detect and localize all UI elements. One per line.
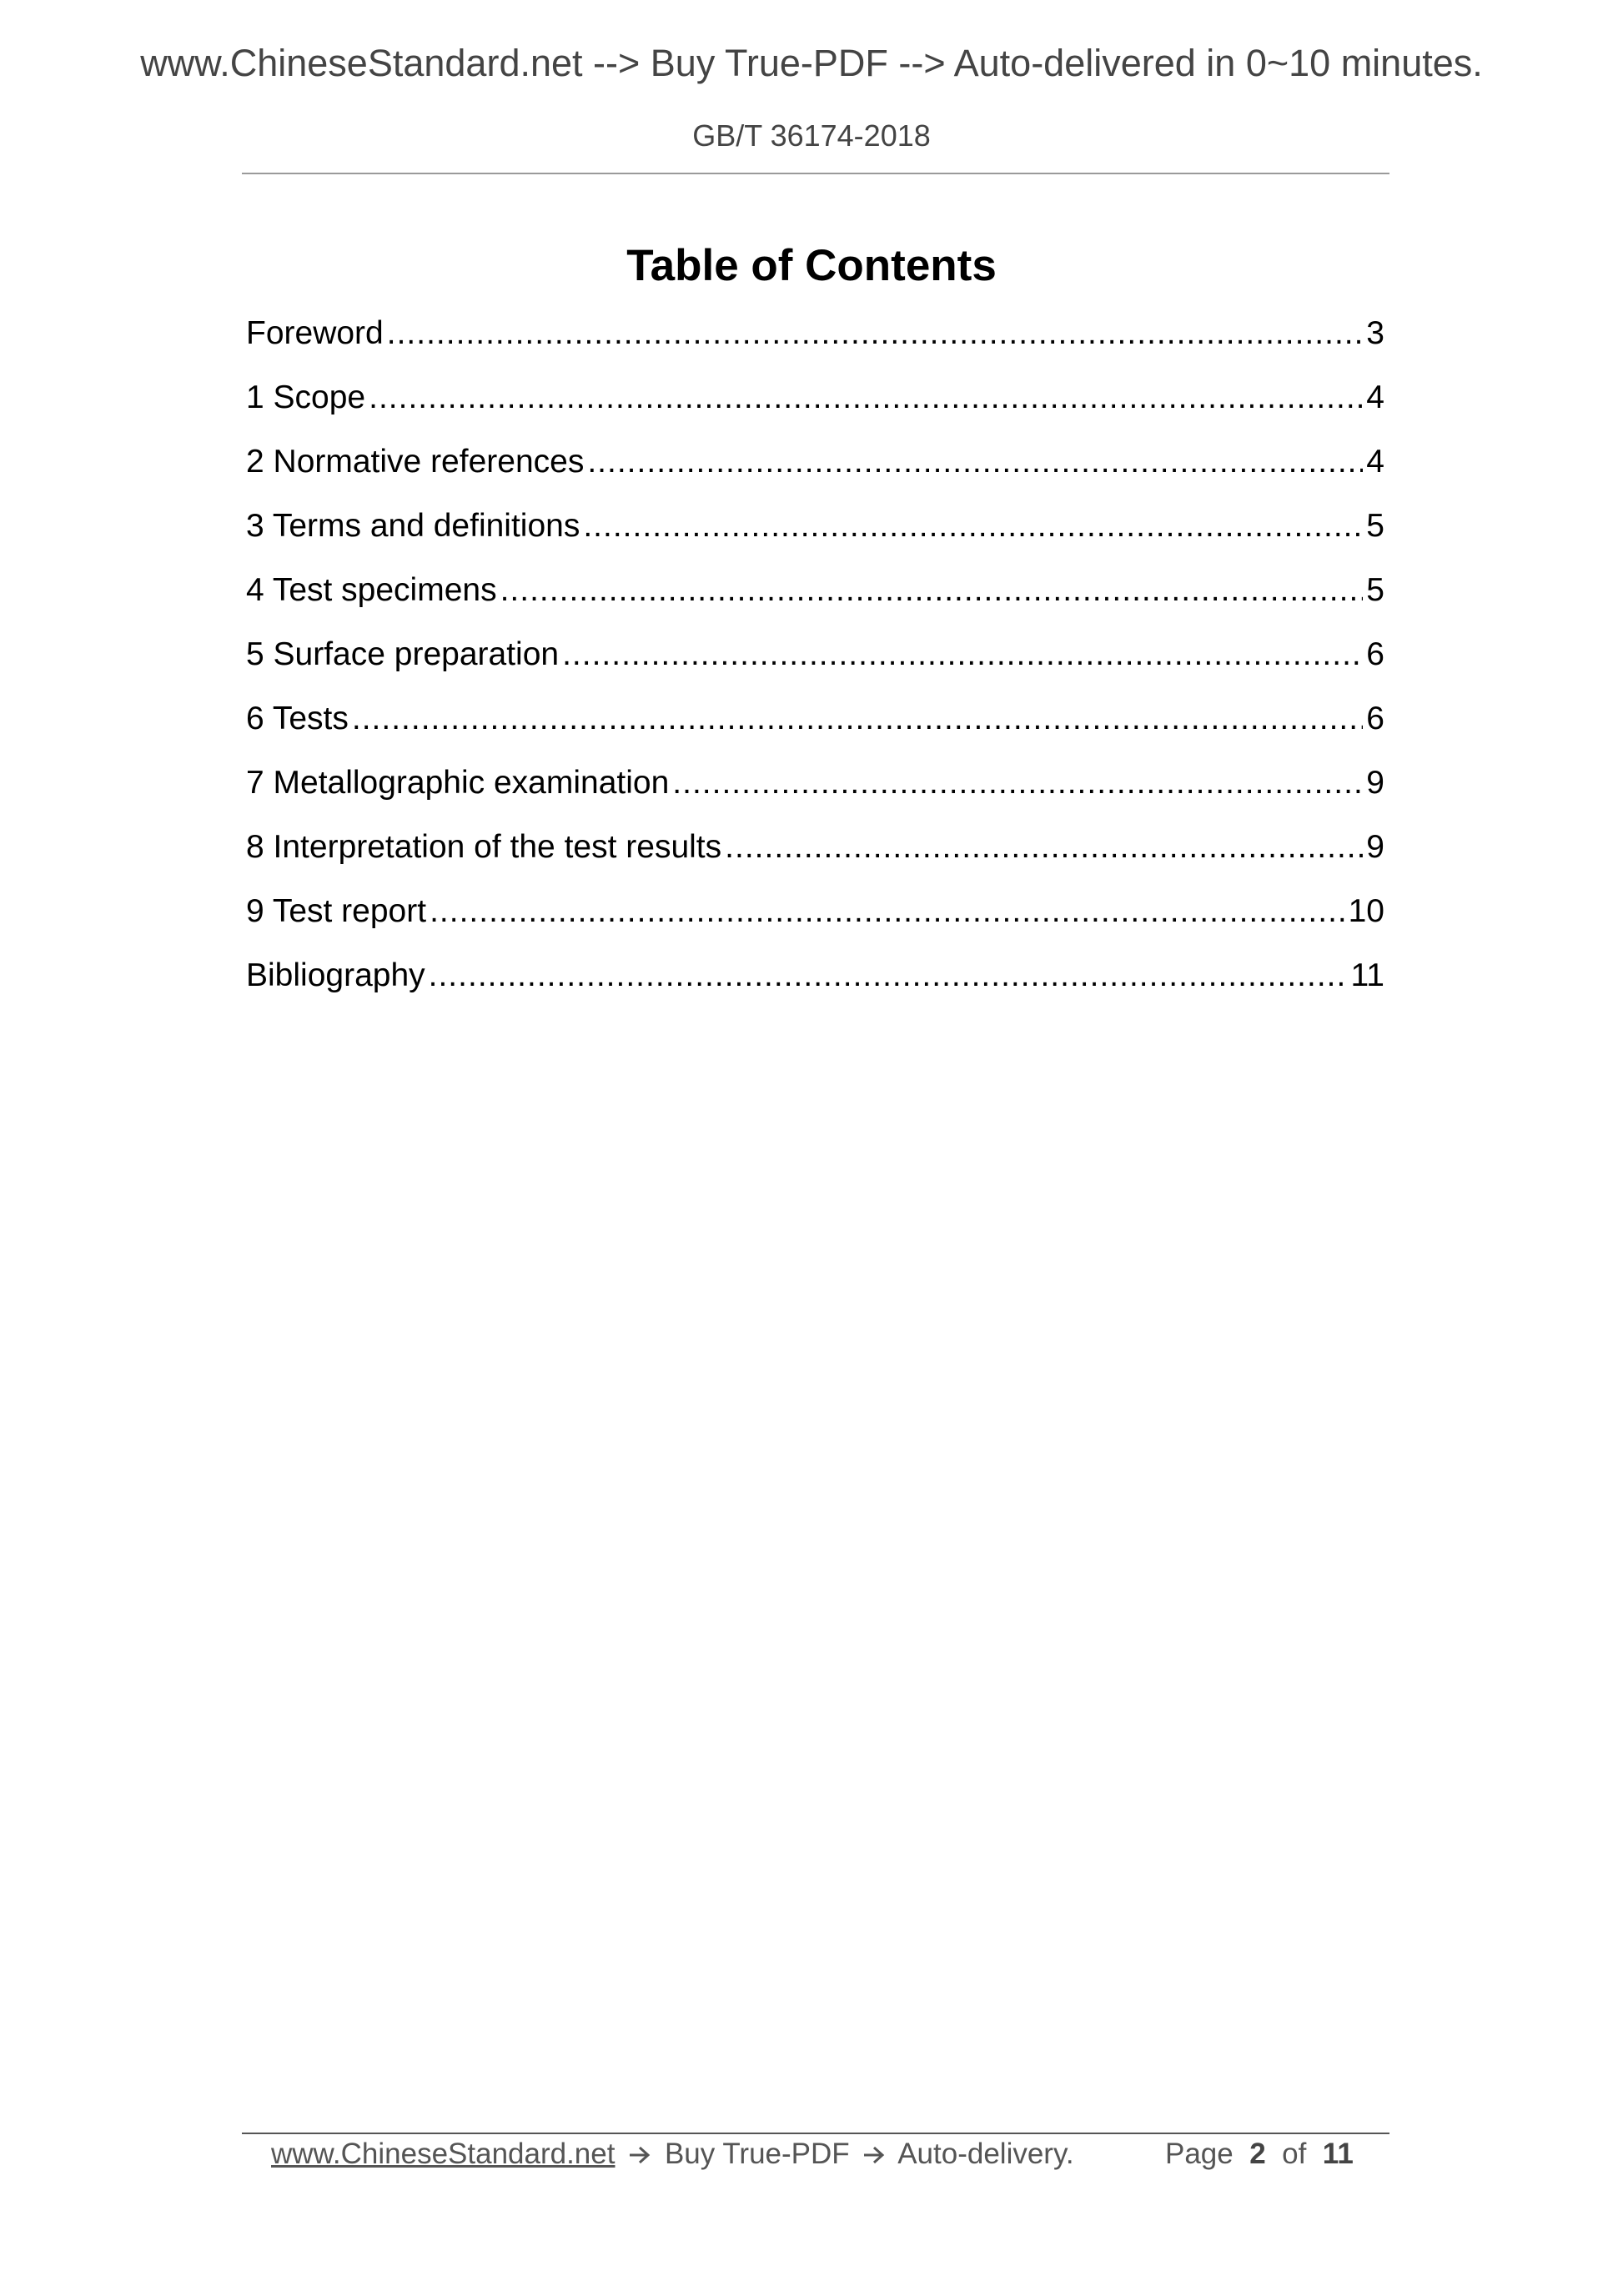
dot-leader	[725, 829, 1363, 866]
toc-entry-test-specimens[interactable]	[246, 572, 1384, 636]
toc-entry-label: Foreword	[246, 315, 384, 351]
toc-entry-bibliography[interactable]	[246, 957, 1384, 1022]
dot-leader	[562, 636, 1363, 673]
toc-entry-page: 6	[1366, 701, 1384, 736]
toc-entry-normative-references[interactable]	[246, 444, 1384, 508]
dot-leader	[352, 701, 1363, 737]
right-arrow-icon	[862, 2146, 886, 2164]
toc-entry-label: 8 Interpretation of the test results	[246, 829, 722, 865]
toc-entry-tests[interactable]	[246, 701, 1384, 765]
table-of-contents	[246, 315, 1384, 1022]
toc-entry-page: 4	[1366, 444, 1384, 480]
dot-leader	[672, 765, 1363, 801]
toc-entry-label: 9 Test report	[246, 893, 427, 929]
toc-entry-label: 2 Normative references	[246, 444, 585, 480]
toc-entry-label: 4 Test specimens	[246, 572, 497, 608]
dot-leader	[430, 893, 1345, 930]
header-divider	[242, 173, 1389, 174]
toc-entry-label: 1 Scope	[246, 379, 366, 415]
toc-entry-label: 3 Terms and definitions	[246, 508, 580, 544]
dot-leader	[583, 508, 1363, 545]
toc-entry-interpretation-of-results[interactable]	[246, 829, 1384, 893]
page-current: 2	[1249, 2138, 1266, 2170]
top-banner: www.ChineseStandard.net --> Buy True-PDF --> Auto-delivered in 0~10 minutes.	[140, 42, 1483, 84]
dot-leader	[387, 315, 1364, 352]
toc-entry-page: 9	[1366, 829, 1384, 865]
toc-entry-page: 10	[1348, 893, 1384, 929]
footer-buy-text: Buy True-PDF	[664, 2138, 850, 2170]
footer-site-link[interactable]: www.ChineseStandard.net	[271, 2138, 616, 2170]
toc-entry-page: 5	[1366, 508, 1384, 544]
toc-entry-page: 9	[1366, 765, 1384, 801]
toc-entry-page: 6	[1366, 636, 1384, 672]
toc-entry-metallographic-examination[interactable]	[246, 765, 1384, 829]
dot-leader	[500, 572, 1364, 609]
toc-entry-label: 7 Metallographic examination	[246, 765, 670, 801]
toc-entry-scope[interactable]	[246, 379, 1384, 444]
toc-entry-label: 5 Surface preparation	[246, 636, 560, 672]
toc-entry-page: 5	[1366, 572, 1384, 608]
toc-entry-surface-preparation[interactable]	[246, 636, 1384, 701]
toc-entry-test-report[interactable]	[246, 893, 1384, 957]
dot-leader	[429, 957, 1348, 994]
toc-entry-foreword[interactable]	[246, 315, 1384, 379]
document-code: GB/T 36174-2018	[692, 118, 931, 153]
dot-leader	[369, 379, 1363, 416]
page-indicator	[1165, 2138, 1354, 2171]
footer-divider	[242, 2133, 1389, 2134]
toc-entry-label: 6 Tests	[246, 701, 349, 736]
page-footer	[271, 2138, 1355, 2171]
footer-delivery-text: Auto-delivery.	[897, 2138, 1074, 2170]
toc-entry-page: 11	[1350, 957, 1384, 993]
of-word: of	[1282, 2138, 1307, 2170]
toc-entry-terms-and-definitions[interactable]	[246, 508, 1384, 572]
toc-entry-label: Bibliography	[246, 957, 425, 993]
page-word: Page	[1165, 2138, 1234, 2170]
right-arrow-icon	[628, 2146, 651, 2164]
toc-entry-page: 4	[1366, 379, 1384, 415]
toc-title: Table of Contents	[626, 241, 997, 290]
dot-leader	[587, 444, 1363, 480]
toc-entry-page: 3	[1366, 315, 1384, 351]
page-total: 11	[1322, 2138, 1354, 2170]
